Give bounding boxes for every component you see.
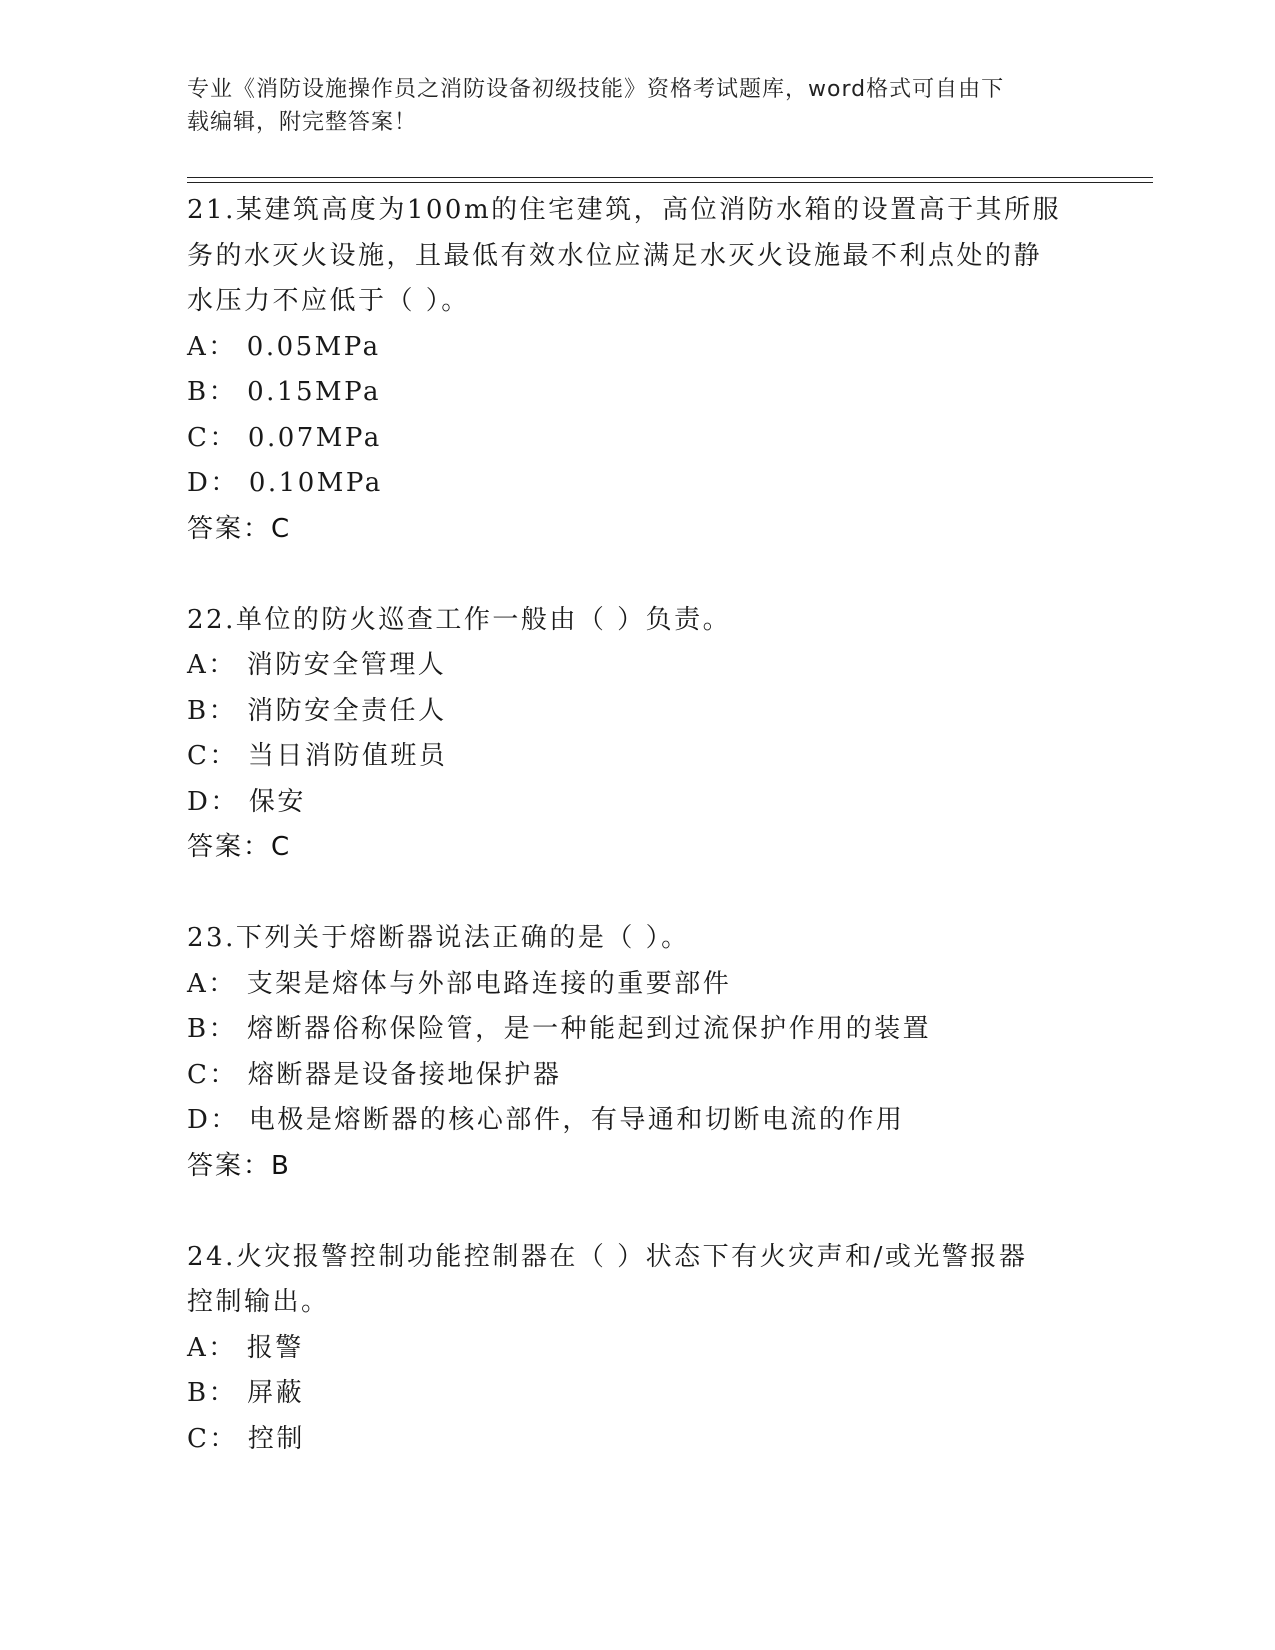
option-b	[187, 1371, 1087, 1417]
option-text: 控制	[247, 1423, 305, 1454]
option-letter: C：	[187, 1059, 238, 1090]
answer-line: 答案：B	[187, 1150, 291, 1181]
question-22	[187, 598, 1087, 871]
question-23	[187, 916, 1087, 1189]
option-letter: B：	[187, 695, 238, 726]
option-d	[187, 461, 1087, 507]
option-letter: B：	[187, 1378, 238, 1408]
question-stem-line: 控制输出。	[187, 1287, 330, 1317]
option-text: 报警	[246, 1332, 304, 1363]
header-divider-top	[187, 177, 1153, 178]
option-c	[187, 734, 1087, 780]
option-letter: C：	[187, 741, 238, 771]
option-text: 消防安全责任人	[247, 695, 447, 726]
option-c	[187, 1417, 1087, 1463]
question-stem	[187, 1235, 1087, 1326]
answer-line: 答案：C	[187, 513, 292, 544]
question-24	[187, 1235, 1087, 1463]
option-text: 屏蔽	[247, 1378, 305, 1408]
option-letter: D：	[187, 786, 239, 817]
header-line-2: 载编辑，附完整答案！	[187, 110, 418, 135]
option-letter: D：	[187, 468, 239, 498]
question-stem-line: 24.火灾报警控制功能控制器在（ ）状态下有火灾声和/或光警报器	[187, 1241, 1028, 1272]
question-stem	[187, 598, 1087, 644]
option-letter: C：	[187, 1423, 238, 1454]
question-spacer	[187, 871, 1087, 917]
option-letter: A：	[187, 650, 237, 680]
option-c	[187, 416, 1087, 462]
option-text: 0.10MPa	[248, 468, 383, 498]
option-text: 0.07MPa	[247, 422, 382, 453]
option-a	[187, 325, 1087, 371]
option-a	[187, 1326, 1087, 1372]
header-line-1: 专业《消防设施操作员之消防设备初级技能》资格考试题库，word格式可自由下	[187, 77, 1005, 102]
question-stem-line: 21.某建筑高度为100m的住宅建筑，高位消防水箱的设置高于其所服	[187, 195, 1062, 225]
option-letter: A：	[187, 968, 237, 999]
option-letter: A：	[187, 1332, 237, 1363]
option-text: 电极是熔断器的核心部件，有导通和切断电流的作用	[248, 1105, 905, 1135]
option-text: 当日消防值班员	[247, 741, 448, 771]
option-d	[187, 1098, 1087, 1144]
question-stem	[187, 916, 1087, 962]
question-spacer	[187, 1189, 1087, 1235]
header-divider-bottom	[187, 182, 1153, 183]
option-b	[187, 370, 1087, 416]
option-text: 消防安全管理人	[246, 650, 447, 680]
option-letter: D：	[187, 1105, 239, 1135]
option-a	[187, 962, 1087, 1008]
option-b	[187, 689, 1087, 735]
option-letter: B：	[187, 1014, 238, 1044]
option-letter: C：	[187, 422, 238, 453]
question-stem-line: 22.单位的防火巡查工作一般由（ ）负责。	[187, 604, 732, 635]
option-text: 熔断器是设备接地保护器	[247, 1059, 562, 1090]
option-letter: B：	[187, 377, 238, 407]
option-d	[187, 780, 1087, 826]
option-a	[187, 643, 1087, 689]
question-stem-line: 23.下列关于熔断器说法正确的是（ ）。	[187, 923, 690, 953]
option-b	[187, 1007, 1087, 1053]
question-stem-line: 水压力不应低于（ ）。	[187, 286, 470, 316]
option-text: 保安	[248, 786, 306, 817]
option-c	[187, 1053, 1087, 1099]
question-list	[187, 188, 1087, 1462]
question-21	[187, 188, 1087, 552]
answer-line: 答案：C	[187, 832, 292, 862]
document-header	[187, 73, 1067, 139]
question-stem-line: 务的水灭火设施，且最低有效水位应满足水灭火设施最不利点处的静	[187, 240, 1043, 271]
question-spacer	[187, 552, 1087, 598]
option-text: 支架是熔体与外部电路连接的重要部件	[246, 968, 732, 999]
option-text: 0.05MPa	[246, 331, 381, 362]
option-letter: A：	[187, 331, 237, 362]
option-text: 熔断器俗称保险管，是一种能起到过流保护作用的装置	[247, 1014, 932, 1044]
question-stem	[187, 188, 1087, 325]
option-text: 0.15MPa	[247, 377, 381, 407]
